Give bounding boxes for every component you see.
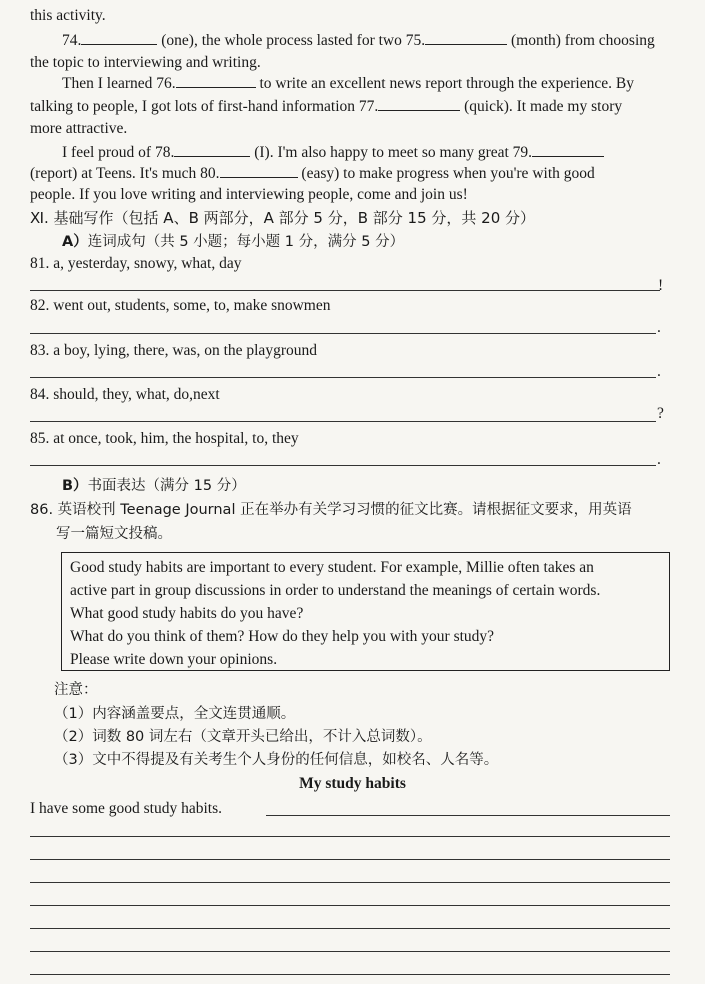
passage-line-9: people. If you love writing and interviewing people, come and join us! (30, 186, 468, 203)
essay-line-3[interactable] (30, 859, 670, 860)
answer-blank-77[interactable] (378, 96, 460, 111)
answer-end-84: ? (657, 405, 664, 422)
essay-line-8[interactable] (30, 974, 670, 975)
passage-line-76: Then I learned 76. to write an excellent news report through the experience. By (62, 75, 634, 92)
writing-prompt-box (61, 552, 670, 671)
answer-line-84[interactable] (30, 421, 656, 422)
passage-line-6: more attractive. (30, 120, 128, 137)
answer-line-82[interactable] (30, 333, 656, 334)
notes-label: 注意： (54, 682, 98, 698)
prompt-line: What good study habits do you have? (70, 605, 304, 622)
question-86-line-2: 写一篇短文投稿。 (56, 526, 172, 542)
essay-line-5[interactable] (30, 905, 670, 906)
essay-line-4[interactable] (30, 882, 670, 883)
answer-blank-79[interactable] (532, 142, 604, 157)
passage-line-3: the topic to interviewing and writing. (30, 54, 261, 71)
answer-blank-76[interactable] (176, 73, 256, 88)
answer-end-82: . (657, 319, 661, 336)
passage-line-74: 74. (one), the whole process lasted for two 75. (month) from choosing (62, 32, 655, 49)
question-85: 85. at once, took, him, the hospital, to, they (30, 430, 299, 447)
question-82: 82. went out, students, some, to, make snowmen (30, 297, 331, 314)
passage-line-1: this activity. (30, 7, 106, 24)
passage-line-78: I feel proud of 78. (I). I'm also happy to meet so many great 79. (0, 142, 705, 163)
note-3: （3）文中不得提及有关考生个人身份的任何信息，如校名、人名等。 (54, 752, 499, 768)
essay-title: My study habits (299, 775, 406, 792)
note-1: （1）内容涵盖要点，全文连贯通顺。 (54, 706, 296, 722)
essay-line-6[interactable] (30, 928, 670, 929)
essay-line-7[interactable] (30, 951, 670, 952)
answer-line-83[interactable] (30, 377, 656, 378)
prompt-line: active part in group discussions in order to understand the meanings of certain words. (70, 582, 601, 599)
answer-blank-75[interactable] (425, 30, 507, 45)
essay-start: I have some good study habits. (30, 800, 223, 817)
section-heading: Ⅺ. 基础写作（包括 A、B 两部分，A 部分 5 分，B 部分 15 分，共 20 分） (30, 209, 536, 227)
prompt-line: Please write down your opinions. (70, 651, 278, 668)
question-84: 84. should, they, what, do,next (30, 386, 220, 403)
essay-line-2[interactable] (30, 836, 670, 837)
passage-line-80: (report) at Teens. It's much 80. (easy) to make progress when you're with good (30, 165, 595, 182)
part-b-heading: B）书面表达（满分 15 分） (62, 478, 246, 494)
prompt-line: What do you think of them? How do they help you with your study? (70, 628, 495, 645)
prompt-line: Good study habits are important to every student. For example, Millie often takes an (70, 559, 594, 576)
answer-blank-74[interactable] (81, 30, 157, 45)
part-a-heading: A）连词成句（共 5 小题；每小题 1 分，满分 5 分） (62, 234, 405, 250)
answer-end-81: ! (658, 277, 664, 294)
question-86: 86. 英语校刊 Teenage Journal 正在举办有关学习习惯的征文比赛。请根据征文要求，用英语 (30, 502, 632, 518)
answer-end-83: . (657, 363, 661, 380)
answer-blank-78[interactable] (174, 142, 250, 157)
answer-blank-80[interactable] (220, 163, 298, 178)
answer-line-85[interactable] (30, 465, 656, 466)
question-81: 81. a, yesterday, snowy, what, day (30, 255, 242, 272)
note-2: （2）词数 80 词左右（文章开头已给出，不计入总词数）。 (54, 729, 432, 745)
passage-line-77: talking to people, I got lots of first-hand information 77. (quick). It made my story (30, 98, 623, 115)
answer-end-85: . (657, 451, 661, 468)
essay-line-1[interactable] (266, 815, 670, 816)
question-83: 83. a boy, lying, there, was, on the playground (30, 342, 317, 359)
answer-line-81[interactable] (30, 290, 660, 291)
